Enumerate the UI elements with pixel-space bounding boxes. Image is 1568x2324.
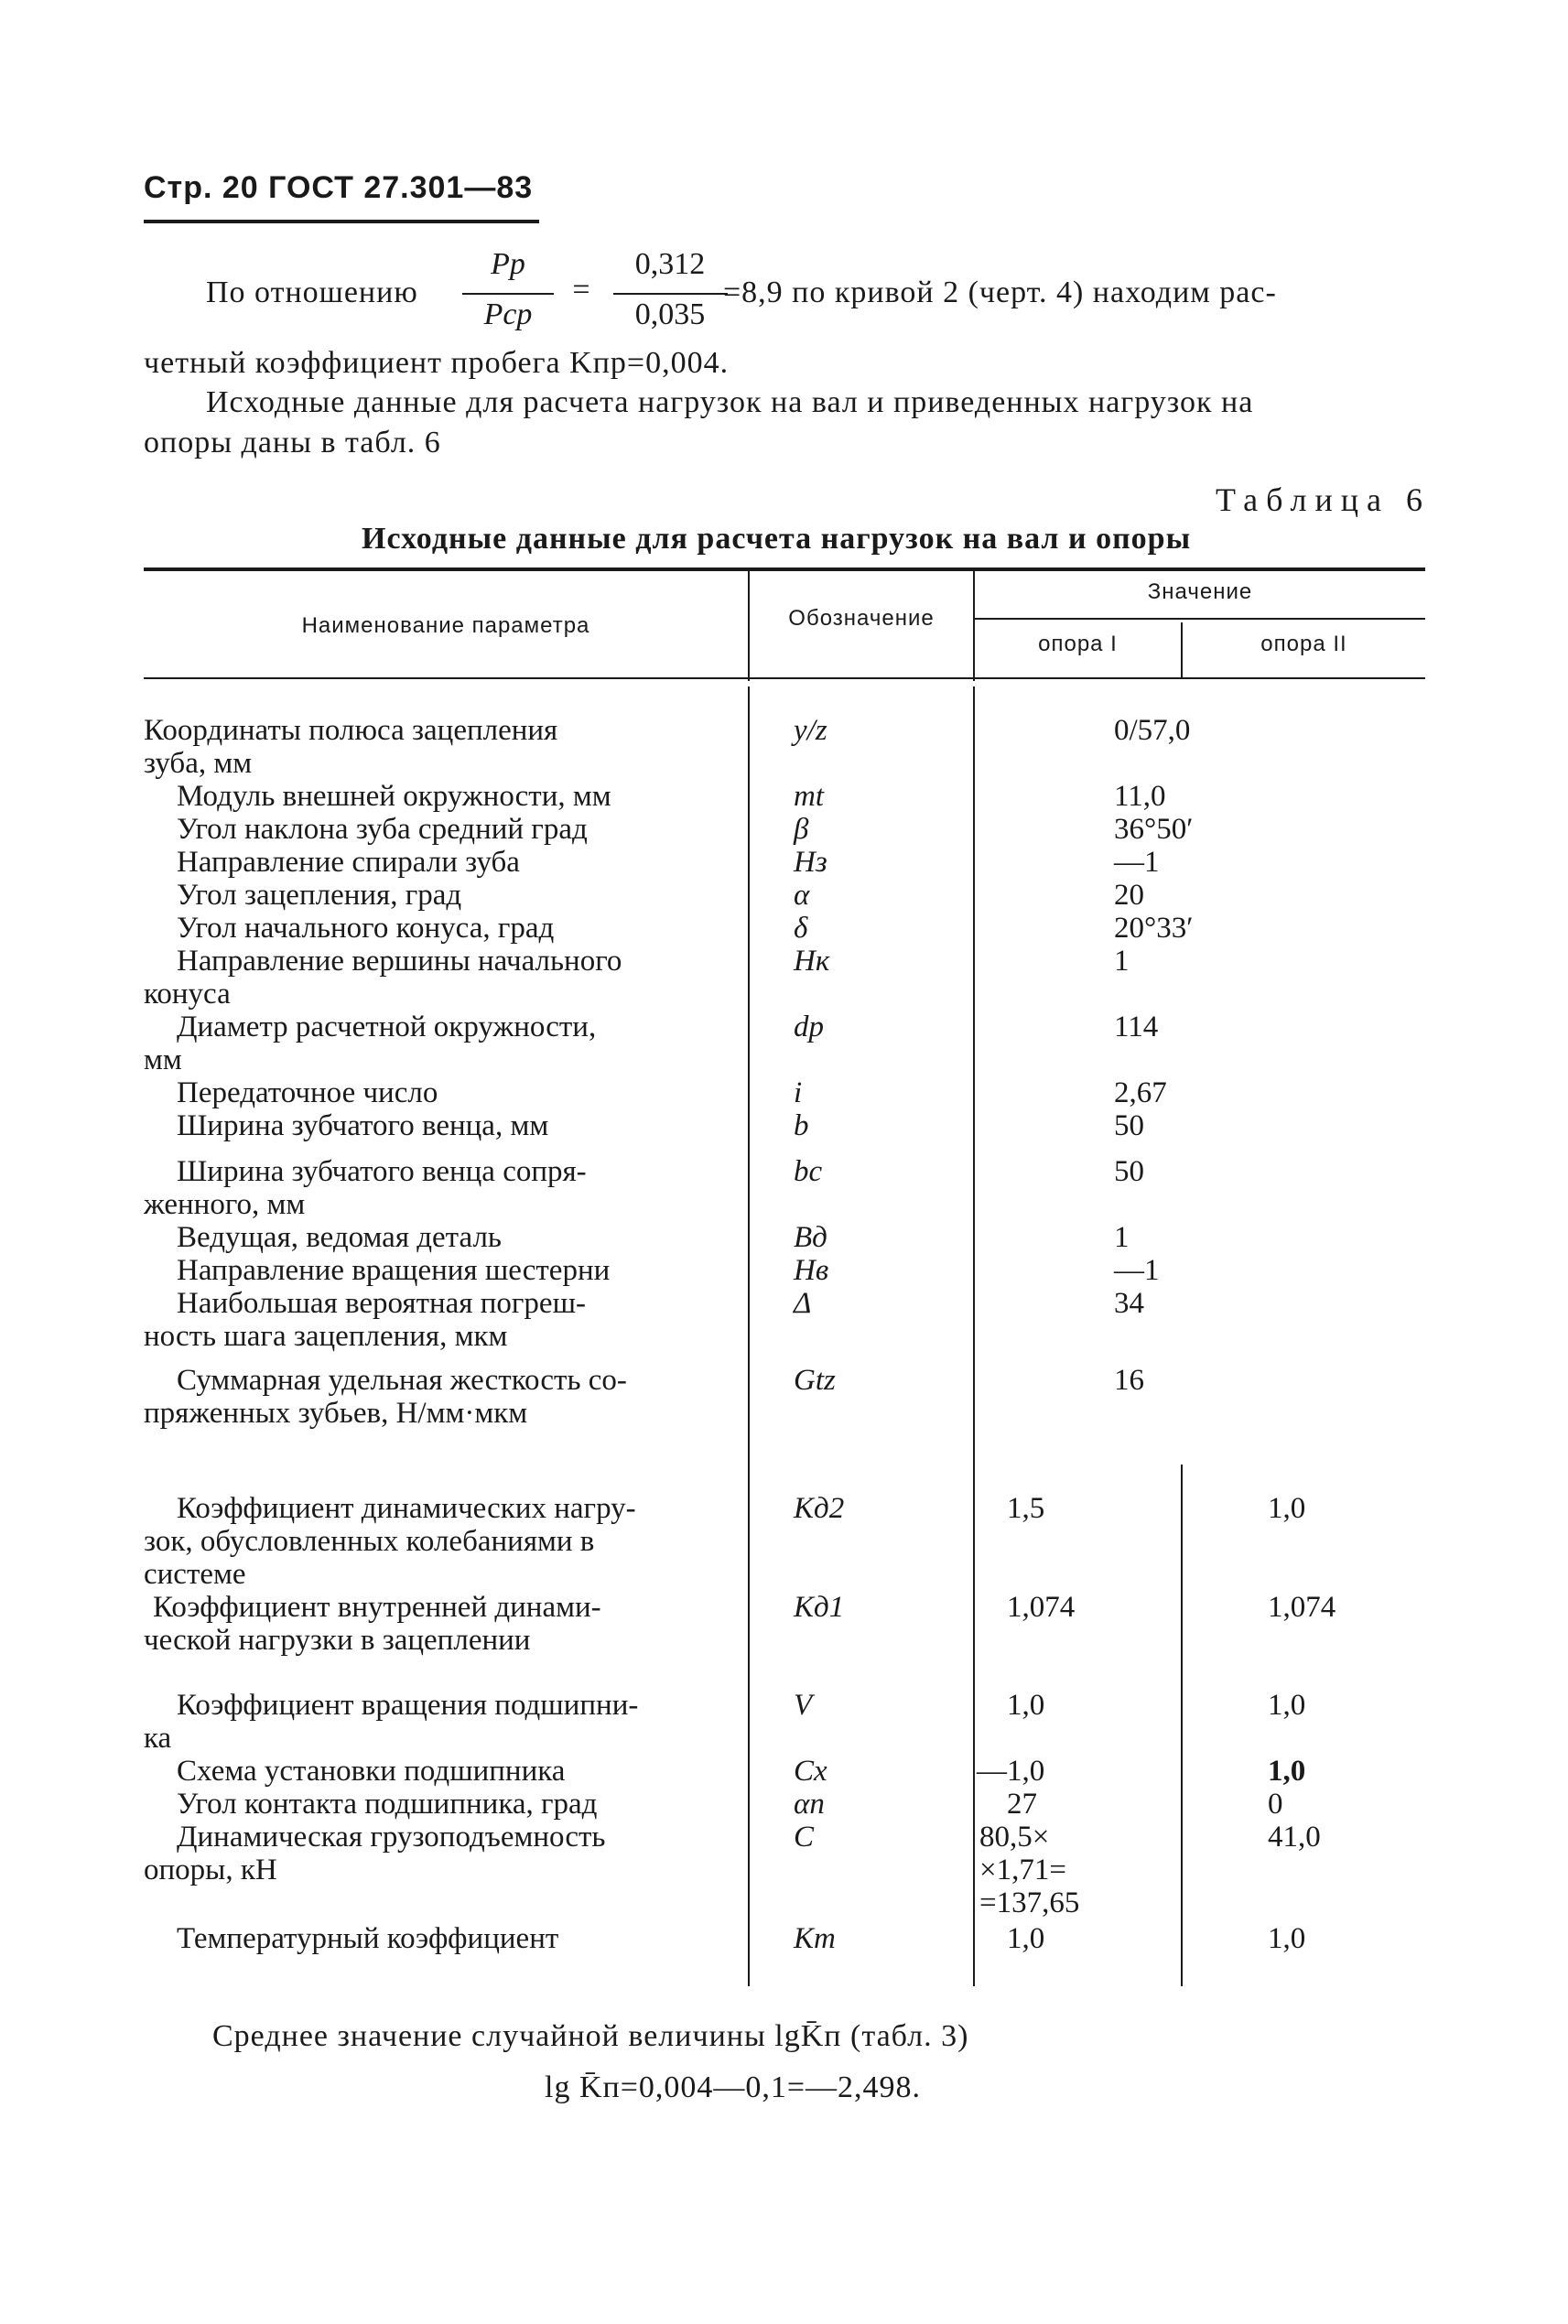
param-symbol: mt <box>794 780 824 813</box>
param-name: Наибольшая вероятная погреш- ность шага зацепления, мкм <box>144 1287 586 1353</box>
intro-line2: четный коэффициент пробега Kпр=0,004. <box>144 346 730 380</box>
param-name: Коэффициент вращения подшипни- ка <box>144 1689 639 1755</box>
table-top-rule <box>144 567 1425 571</box>
param-symbol: δ <box>794 912 808 945</box>
table-title: Исходные данные для расчета нагрузок на вал и опоры <box>362 522 1192 556</box>
param-name: Модуль внешней окружности, мм <box>177 780 611 813</box>
intro-text-after: =8,9 по кривой 2 (черт. 4) находим рас- <box>723 276 1277 309</box>
value-support2: 41,0 <box>1268 1821 1321 1854</box>
param-name: Направление вершины начального конуса <box>144 945 622 1011</box>
fraction1-numerator: Pр <box>491 247 525 281</box>
value-support1: 1 <box>1114 945 1130 978</box>
value-support1: 27 <box>1007 1788 1037 1821</box>
value-support1: 50 <box>1114 1109 1144 1142</box>
column-header-name: Наименование параметра <box>301 613 590 638</box>
value-support2: 1,0 <box>1268 1922 1306 1955</box>
footer-formula: lg K̄п=0,004—0,1=—2,498. <box>545 2070 922 2104</box>
param-name: Угол контакта подшипника, град <box>177 1788 598 1821</box>
body-vline-1 <box>748 686 750 1986</box>
body-vline-2 <box>973 686 975 1986</box>
value-support1: 0/57,0 <box>1114 714 1191 747</box>
value-support1: 1,0 <box>1007 1689 1045 1722</box>
column-header-support2: опора II <box>1260 632 1347 656</box>
column-header-symbol: Обозначение <box>788 606 935 631</box>
param-name: Суммарная удельная жесткость со- пряженных зубьев, Н/мм·мкм <box>144 1364 627 1430</box>
param-name: Коэффициент динамических нагру- зок, обусловленных колебаниями в системе <box>144 1492 636 1591</box>
value-support1: 1,074 <box>1007 1591 1076 1624</box>
param-name: Ведущая, ведомая деталь <box>177 1221 502 1254</box>
param-name: Координаты полюса зацепления зуба, мм <box>144 714 558 780</box>
page-header: Стр. 20 ГОСТ 27.301—83 <box>144 170 534 205</box>
header-rule <box>144 220 539 223</box>
column-header-support1: опора I <box>1038 632 1118 656</box>
intro-paragraph2-line1: Исходные данные для расчета нагрузок на вал и приведенных нагрузок на <box>206 385 1254 419</box>
value-support1: 2,67 <box>1114 1076 1167 1109</box>
column-header-value: Значение <box>1147 579 1253 604</box>
param-name: Ширина зубчатого венца, мм <box>177 1109 549 1142</box>
param-name: Передаточное число <box>177 1076 438 1109</box>
param-name: Угол наклона зуба средний град <box>177 813 588 846</box>
param-symbol: αп <box>794 1788 825 1821</box>
fraction1-bar <box>462 293 554 295</box>
value-support1: 50 <box>1114 1155 1144 1188</box>
param-symbol: Kд2 <box>794 1492 845 1525</box>
param-symbol: C <box>794 1821 815 1854</box>
param-name: Направление вращения шестерни <box>177 1254 611 1287</box>
value-support1: —1 <box>1114 846 1160 879</box>
value-support2: 1,0 <box>1268 1689 1306 1722</box>
param-symbol: Hв <box>794 1254 829 1287</box>
param-name: Схема установки подшипника <box>177 1755 566 1788</box>
param-symbol: V <box>794 1689 813 1722</box>
param-name: Динамическая грузоподъемность опоры, кН <box>144 1821 606 1886</box>
param-name: Диаметр расчетной окружности, мм <box>144 1011 597 1076</box>
value-support2: 0 <box>1268 1788 1283 1821</box>
value-support1: —1,0 <box>977 1755 1045 1788</box>
param-name: Ширина зубчатого венца сопря- женного, мм <box>144 1155 587 1221</box>
param-symbol: Δ <box>794 1287 812 1320</box>
value-support1: 1 <box>1114 1221 1130 1254</box>
param-symbol: Cx <box>794 1755 827 1788</box>
intro-paragraph2-line2: опоры даны в табл. 6 <box>144 426 441 459</box>
footer-line1: Среднее значение случайной величины lgK̄п (табл. 3) <box>212 2019 969 2053</box>
header-subrule <box>975 618 1425 620</box>
param-symbol: i <box>794 1076 803 1109</box>
fraction1-denominator: Pср <box>483 297 533 331</box>
param-symbol: Kд1 <box>794 1591 845 1624</box>
param-symbol: Kт <box>794 1922 836 1955</box>
value-support1: 36°50′ <box>1114 813 1194 846</box>
param-symbol: α <box>794 879 810 912</box>
value-support1: 1,0 <box>1007 1922 1045 1955</box>
param-symbol: Gtz <box>794 1364 836 1397</box>
param-symbol: b <box>794 1109 809 1142</box>
param-name: Температурный коэффициент <box>177 1922 559 1955</box>
value-support2: 1,0 <box>1268 1492 1306 1525</box>
param-name: Коэффициент внутренней динами- ческой нагрузки в зацеплении <box>144 1591 601 1657</box>
value-support1: 114 <box>1114 1011 1159 1043</box>
param-symbol: dр <box>794 1011 824 1043</box>
intro-text-before: По отношению <box>206 276 418 309</box>
param-name: Угол начального конуса, град <box>177 912 555 945</box>
body-vline-3 <box>1181 1465 1183 1986</box>
table-number: Таблица 6 <box>1216 481 1431 518</box>
param-symbol: Bд <box>794 1221 827 1254</box>
value-support1: 20 <box>1114 879 1144 912</box>
fraction2-bar <box>613 293 728 295</box>
equals-sign: = <box>572 273 590 307</box>
value-support1: 34 <box>1114 1287 1144 1320</box>
param-name: Угол зацепления, град <box>177 879 462 912</box>
param-symbol: Hк <box>794 945 830 978</box>
param-symbol: Hз <box>794 846 827 879</box>
value-support1: 11,0 <box>1114 780 1166 813</box>
value-support1: 1,5 <box>1007 1492 1045 1525</box>
fraction2-numerator: 0,312 <box>634 247 706 281</box>
fraction2-denominator: 0,035 <box>634 297 706 331</box>
value-support2: 1,0 <box>1268 1755 1306 1788</box>
value-support1: 16 <box>1114 1364 1144 1397</box>
value-support1: —1 <box>1114 1254 1160 1287</box>
param-name: Направление спирали зуба <box>177 846 520 879</box>
value-support1: 20°33′ <box>1114 912 1194 945</box>
header-bottom-rule <box>144 677 1425 679</box>
param-symbol: y/z <box>794 714 827 747</box>
param-symbol: β <box>794 813 809 846</box>
value-support1: 80,5× ×1,71= =137,65 <box>979 1821 1080 1919</box>
param-symbol: bс <box>794 1155 823 1188</box>
value-support2: 1,074 <box>1268 1591 1336 1624</box>
